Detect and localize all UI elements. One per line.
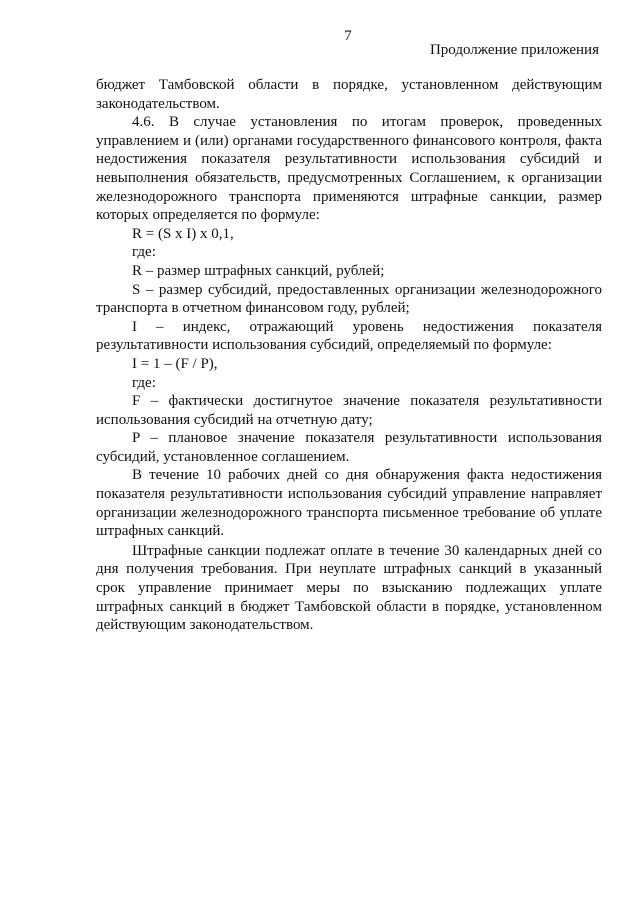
paragraph-budget-continuation: бюджет Тамбовской области в порядке, установленном действующим законодательством. <box>96 77 602 112</box>
formula-r: R = (S x I) x 0,1, <box>132 225 234 242</box>
paragraph-4-6: 4.6. В случае установления по итогам проверок, проведенных управлением и (или) органами государственного финансового контроля, факта недостижения показателя результативности использования субсидий и невыполнения обязательств, предусмотренных Соглашением, к организации железнодорожного транспорта применяются штрафные санкции, размер которых определяется по формуле: <box>96 114 602 224</box>
continuation-label: Продолжение приложения <box>429 42 599 58</box>
paragraph-payment: Штрафные санкции подлежат оплате в течение 30 календарных дней со дня получения требования. При неуплате штрафных санкций в указанный срок управление принимает меры по взысканию подлежащих уплате штрафных санкций в бюджет Тамбовской области в порядке, установленном действующим законодательством. <box>96 542 602 634</box>
definition-i: I – индекс, отражающий уровень недостижения показателя результативности использования субсидий, определяемый по формуле: <box>96 318 602 354</box>
definition-f: F – фактически достигнутое значение показателя результативности использования субсидий на отчетную дату; <box>96 393 602 428</box>
paragraph-requirement: В течение 10 рабочих дней со дня обнаружения факта недостижения показателя результативности использования субсидий управление направляет организации железнодорожного транспорта письменное требование об уплате штрафных санкций. <box>96 467 602 540</box>
definition-p: P – плановое значение показателя результативности использования субсидий, установленное соглашением. <box>96 430 602 465</box>
formula-i: I = 1 – (F / P), <box>132 355 218 372</box>
definition-s: S – размер субсидий, предоставленных организации железнодорожного транспорта в отчетном финансовом году, рублей; <box>96 281 602 317</box>
where-label-1: где: <box>132 244 156 261</box>
document-body <box>96 76 602 635</box>
definition-r: R – размер штрафных санкций, рублей; <box>132 262 385 279</box>
where-label-2: где: <box>132 374 156 391</box>
page-number: 7 <box>344 28 352 44</box>
